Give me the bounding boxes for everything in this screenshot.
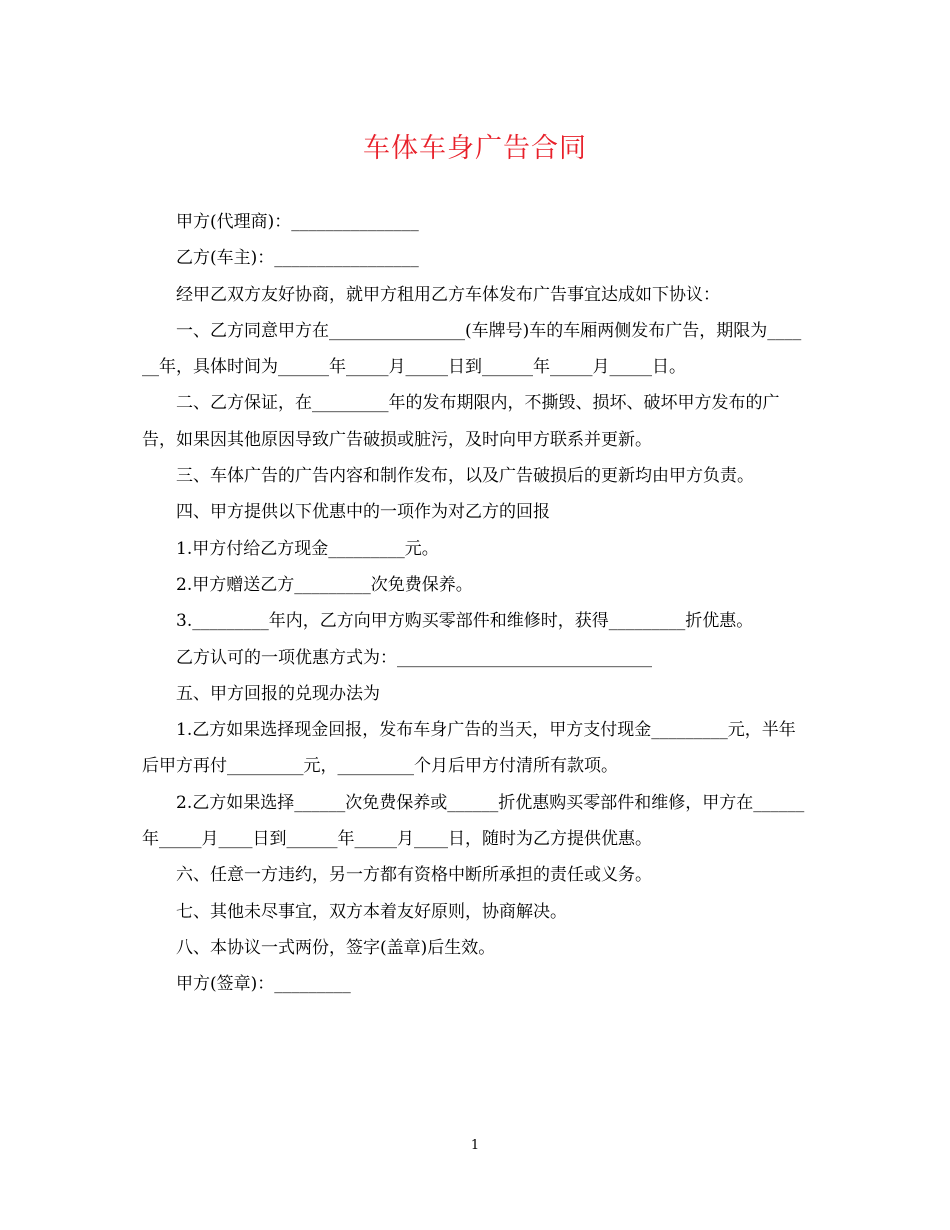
clause-7-paragraph: 七、其他未尽事宜，双方本着友好原则，协商解决。 bbox=[176, 901, 567, 922]
page-number: 1 bbox=[470, 1138, 480, 1153]
clause-5-paragraph: 五、甲方回报的兑现办法为 bbox=[176, 683, 380, 704]
chosen-benefit-line: 乙方认可的一项优惠方式为：______________________________ bbox=[176, 647, 652, 668]
clause-4-item-1: 1.甲方付给乙方现金_________元。 bbox=[176, 538, 439, 559]
clause-4-item-3: 3._________年内，乙方向甲方购买零部件和维修时，获得_________折优惠。 bbox=[176, 611, 754, 632]
clause-2-paragraph: 二、乙方保证，在_________年的发布期限内，不撕毁、损坏、破坏甲方发布的广告，如果因其他原因导致广告破损或脏污，及时向甲方联系并更新。 bbox=[142, 393, 780, 450]
party-b-line: 乙方(车主)：_________________ bbox=[176, 248, 419, 269]
document-body bbox=[142, 204, 808, 1003]
clause-6-paragraph: 六、任意一方违约，另一方都有资格中断所承担的责任或义务。 bbox=[176, 865, 652, 886]
party-a-signature-line: 甲方(签章)：_________ bbox=[176, 974, 351, 995]
clause-4-item-2: 2.甲方赠送乙方_________次免费保养。 bbox=[176, 574, 473, 595]
clause-1-paragraph: 一、乙方同意甲方在________________(车牌号)车的车厢两侧发布广告，期限为______年，具体时间为______年_____月_____日到______年_____月_____日。 bbox=[142, 320, 802, 378]
clause-3-paragraph: 三、车体广告的广告内容和制作发布，以及广告破损后的更新均由甲方负责。 bbox=[176, 466, 754, 487]
clause-5-item-2: 2.乙方如果选择______次免费保养或______折优惠购买零部件和维修，甲方在______年_____月____日到______年_____月____日，随时为乙方提供优惠。 bbox=[142, 792, 805, 850]
party-a-line: 甲方(代理商)：_______________ bbox=[176, 212, 419, 232]
clause-8-paragraph: 八、本协议一式两份，签字(盖章)后生效。 bbox=[176, 937, 496, 958]
clause-4-paragraph: 四、甲方提供以下优惠中的一项作为对乙方的回报 bbox=[176, 502, 550, 523]
clause-5-item-1: 1.乙方如果选择现金回报，发布车身广告的当天，甲方支付现金_________元，半年后甲方再付_________元，_________个月后甲方付清所有款项。 bbox=[142, 720, 796, 777]
document-title: 车体车身广告合同 bbox=[363, 133, 587, 164]
preamble-paragraph: 经甲乙双方友好协商，就甲方租用乙方车体发布广告事宜达成如下协议： bbox=[176, 284, 720, 305]
